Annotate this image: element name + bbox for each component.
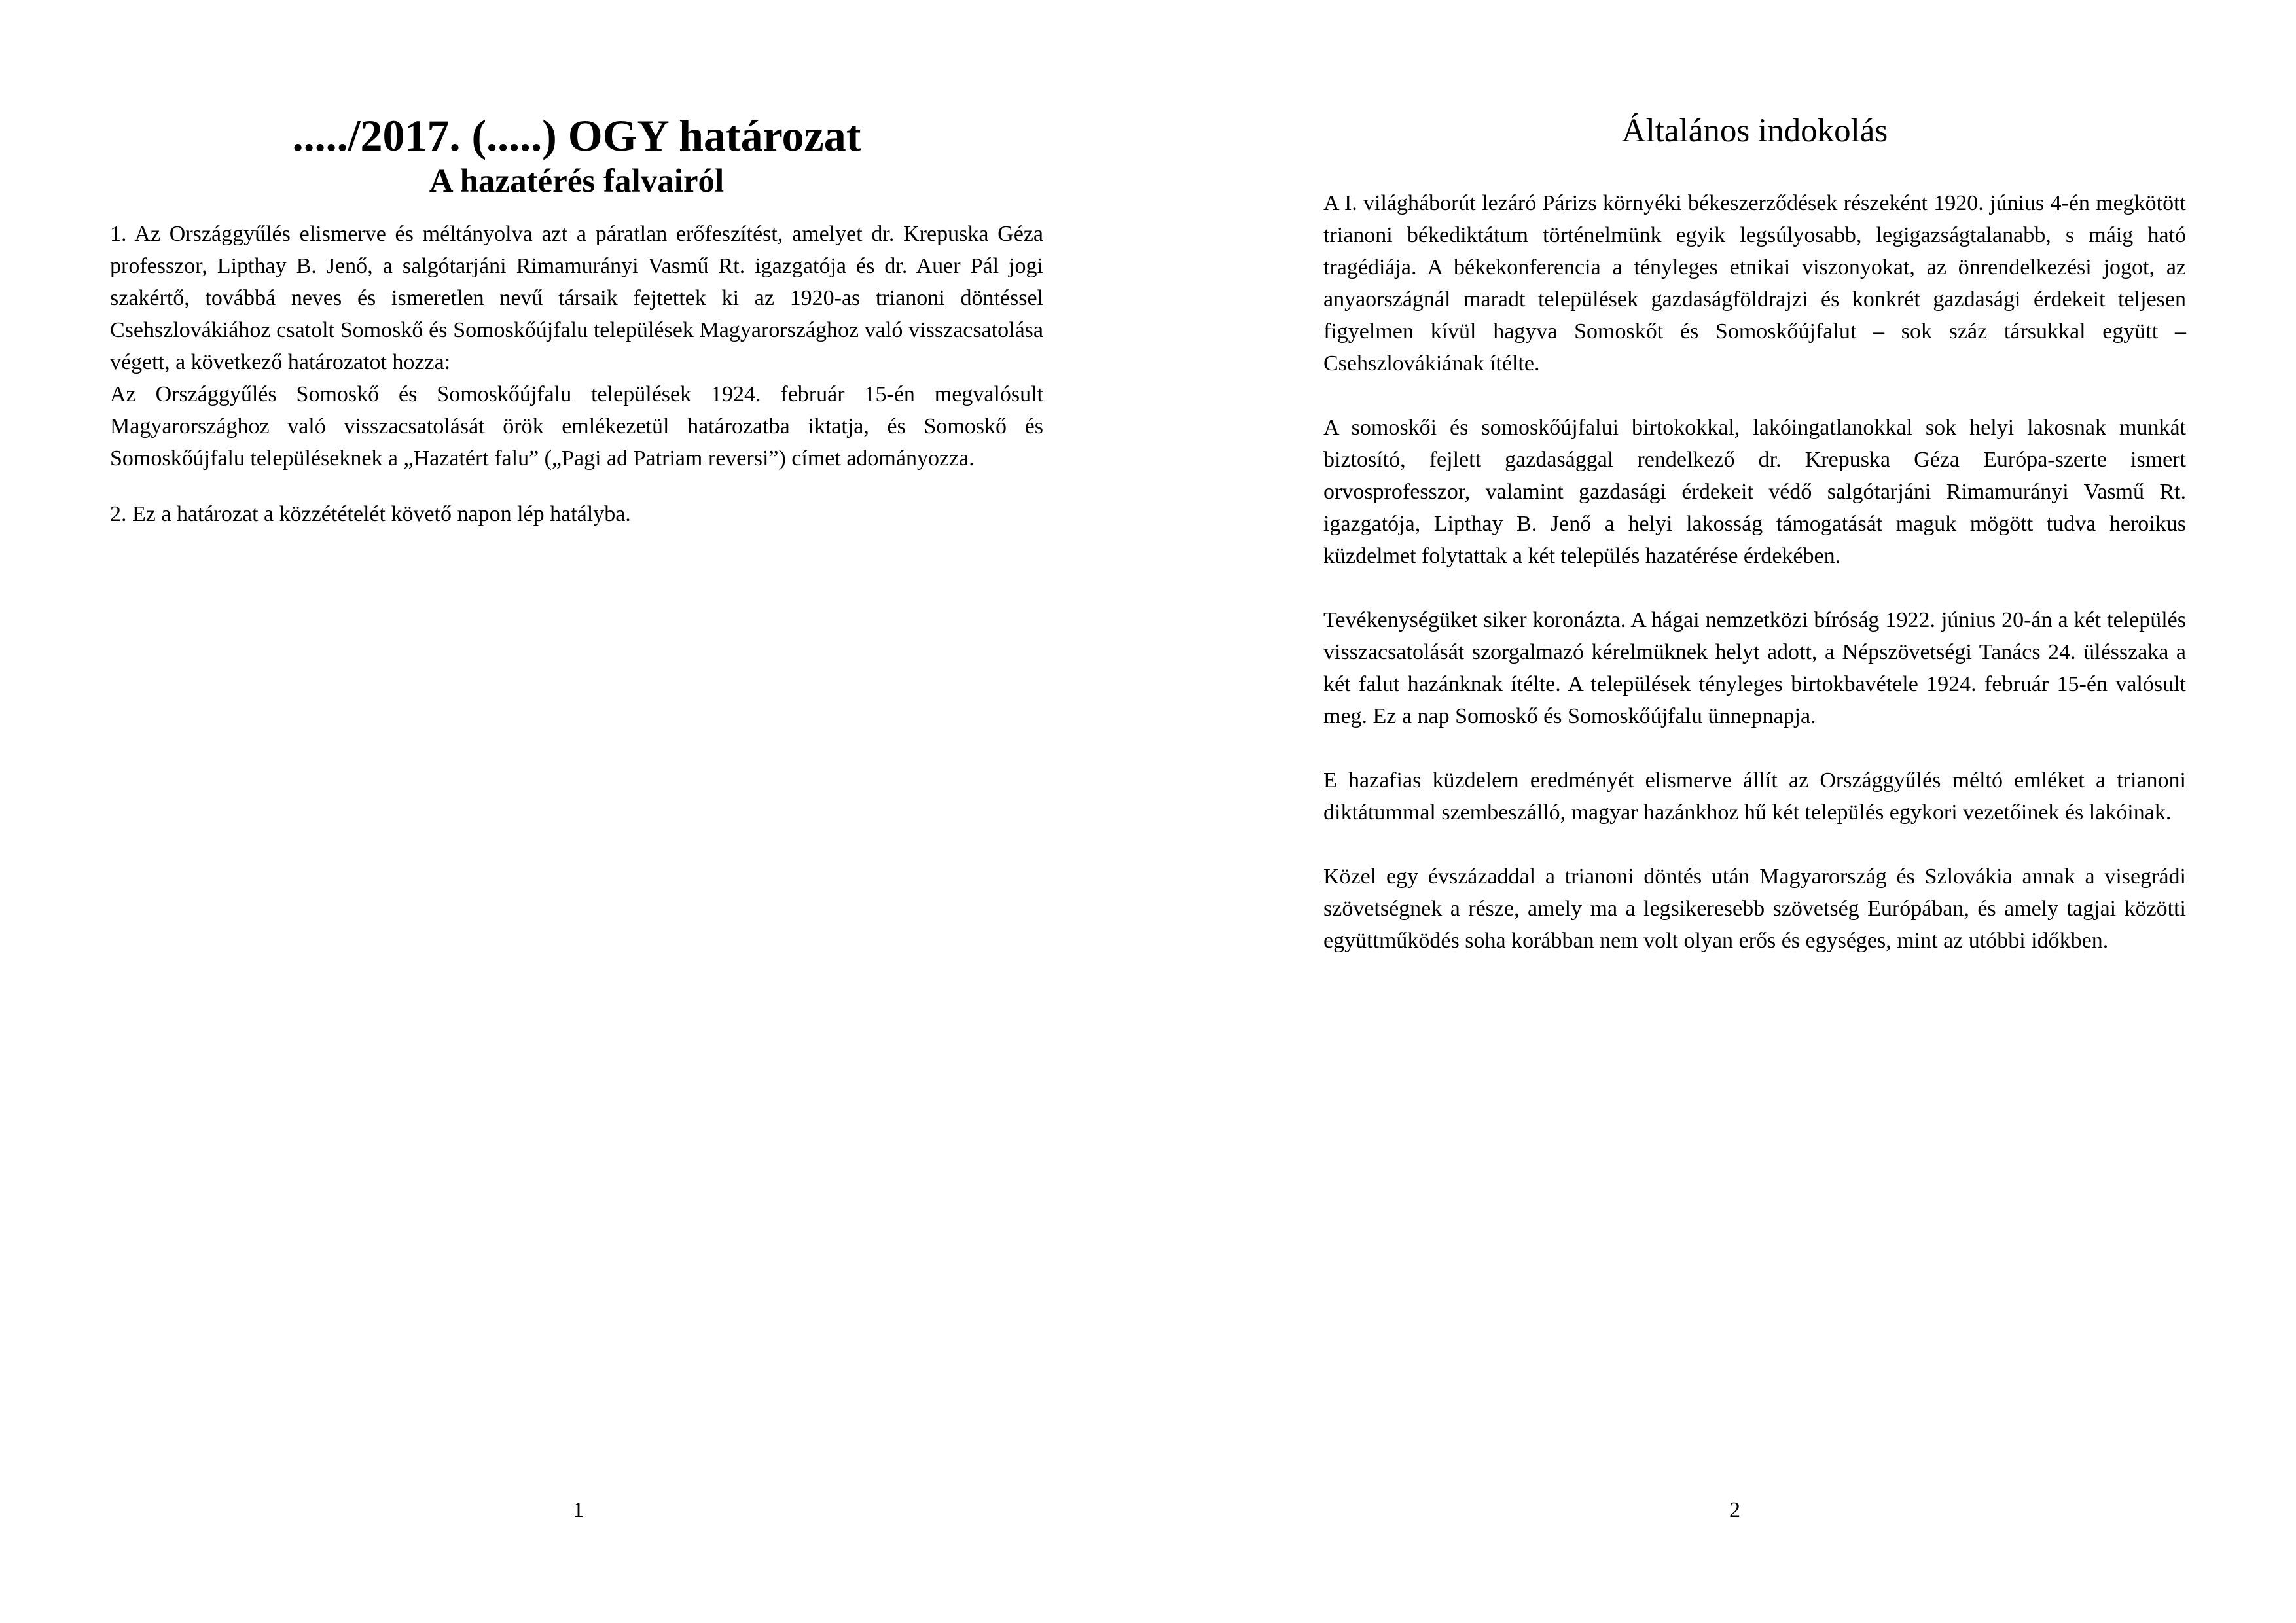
page-1 — [110, 0, 1043, 1623]
justification-paragraph: A somoskői és somoskőújfalui birtokokkal, lakóingatlanokkal sok helyi lakosnak munkát biztosító, fejlett gazdasággal rendelkező dr. Krepuska Géza Európa-szerte ismert orvosprofesszor, valamint gazdasági érdekeit védő salgótarjáni Rimamurányi Vasmű Rt. igazgatója, Lipthay B. Jenő a helyi lakosság támogatását maguk mögött tudva heroikus küzdelmet folytattak a két település hazatérése érdekében. — [1323, 416, 2186, 568]
justification-paragraph: E hazafias küzdelem eredményét elismerve állít az Országgyűlés méltó emléket a trianoni diktátummal szembeszálló, magyar hazánkhoz hű két település egykori vezetőinek és lakóinak. — [1323, 768, 2186, 825]
justification-body — [1323, 187, 2186, 957]
page-number: 2 — [1729, 1498, 1740, 1522]
page-number: 1 — [573, 1498, 584, 1522]
resolution-number-title: ...../2017. (.....) OGY határozat — [292, 111, 861, 160]
resolution-subtitle: A hazatérés falvairól — [429, 163, 725, 200]
justification-paragraph: A I. világháborút lezáró Párizs környéki békeszerződések részeként 1920. június 4-én megkötött trianoni békediktátum történelmünk egyik legsúlyosabb, legigazságtalanabb, s máig ható tragédiája. A békekonferencia a tényleges etnikai viszonyokat, az önrendelkezési jogot, az anyaországnál maradt települések gazdaságföldrajzi és konkrét gazdasági érdekeit teljesen figyelmen kívül hagyva Somoskőt és Somoskőújfalut – sok száz társukkal együtt – Csehszlovákiának ítélte. — [1323, 191, 2186, 376]
paragraph-1-continued: Az Országgyűlés Somoskő és Somoskőújfalu települések 1924. február 15-én megvalósult Magyarországhoz való visszacsatolását örök emlékezetül határozatba iktatja, és Somoskő és Somoskőújfalu településeknek a „Hazatért falu” („Pagi ad Patriam reversi”) címet adományozza. — [110, 382, 1043, 471]
paragraph-2: 2. Ez a határozat a közzétételét követő napon lép hatályba. — [110, 502, 631, 526]
justification-paragraph: Közel egy évszázaddal a trianoni döntés után Magyarország és Szlovákia annak a visegrádi szövetségnek a része, amely ma a legsikeresebb szövetség Európában, és amely tagjai közötti együttműködés soha korábban nem volt olyan erős és egységes, mint az utóbbi időkben. — [1323, 865, 2186, 953]
page-2 — [1323, 0, 2186, 1623]
paragraph-1: 1. Az Országgyűlés elismerve és méltányolva azt a páratlan erőfeszítést, amelyet dr. Krepuska Géza professzor, Lipthay B. Jenő, a salgótarjáni Rimamurányi Vasmű Rt. igazgatója és dr. Auer Pál jogi szakértő, továbbá neves és ismeretlen nevű társaik fejtettek ki az 1920-as trianoni döntéssel Csehszlovákiához csatolt Somoskő és Somoskőújfalu települések Magyarországhoz való visszacsatolása végett, a következő határozatot hozza: — [110, 222, 1043, 374]
resolution-body — [110, 218, 1043, 530]
justification-paragraph: Tevékenységüket siker koronázta. A hágai nemzetközi bíróság 1922. június 20-án a két település visszacsatolását szorgalmazó kérelmüknek helyt adott, a Népszövetségi Tanács 24. ülésszaka a két falut hazánknak ítélte. A települések tényleges birtokbavétele 1924. február 15-én valósult meg. Ez a nap Somoskő és Somoskőújfalu ünnepnapja. — [1323, 608, 2186, 728]
general-justification-heading: Általános indokolás — [1621, 113, 1888, 149]
